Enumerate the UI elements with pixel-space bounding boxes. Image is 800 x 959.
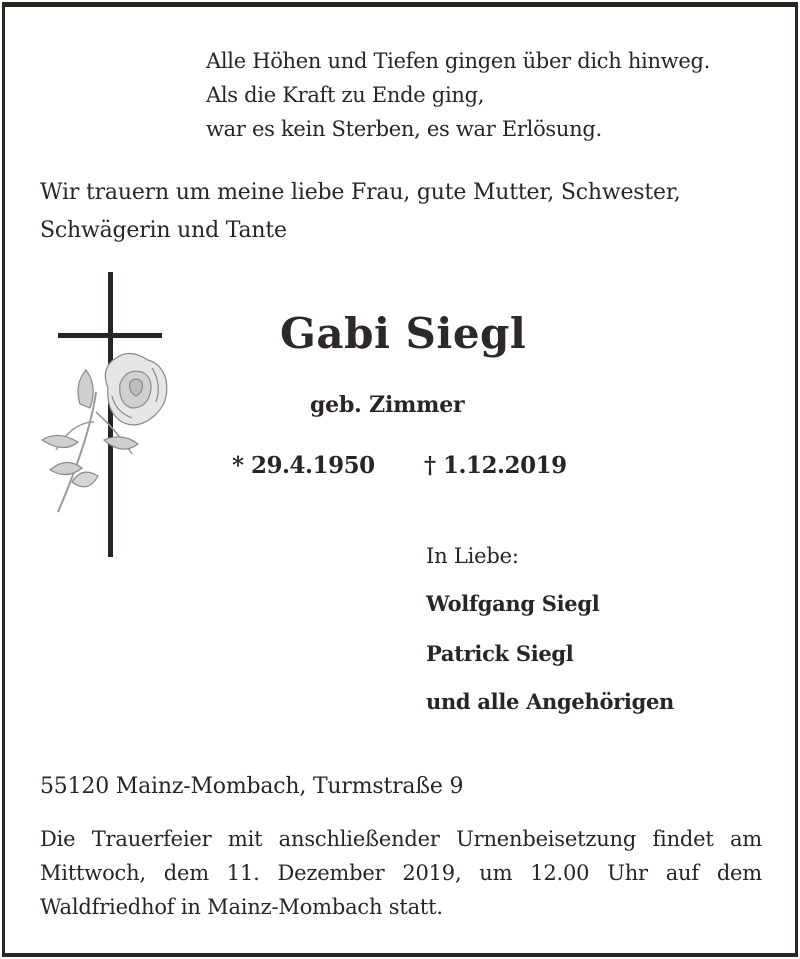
- birth-date: * 29.4.1950: [232, 452, 375, 479]
- maiden-name: geb. Zimmer: [310, 392, 465, 418]
- mourner-name: Wolfgang Siegl: [426, 591, 600, 616]
- service-line: Die Trauerfeier mit anschließender Urnenbeisetzung findet am: [40, 827, 762, 851]
- mourner-name: und alle Angehörigen: [426, 689, 674, 714]
- service-line: Mittwoch, dem 11. Dezember 2019, um 12.00 Uhr auf dem: [40, 861, 762, 885]
- intro-line: Wir trauern um meine liebe Frau, gute Mutter, Schwester,: [40, 180, 681, 205]
- poem-line: war es kein Sterben, es war Erlösung.: [206, 117, 602, 141]
- poem: [206, 44, 710, 146]
- mourner-name: Patrick Siegl: [426, 641, 574, 666]
- rose-icon: [42, 353, 167, 512]
- service-line: Waldfriedhof in Mainz-Mombach statt.: [40, 895, 443, 919]
- address: 55120 Mainz-Mombach, Turmstraße 9: [40, 774, 464, 799]
- poem-line: Alle Höhen und Tiefen gingen über dich hinweg.: [206, 49, 711, 73]
- poem-line: Als die Kraft zu Ende ging,: [206, 83, 485, 107]
- service-notice: [40, 822, 762, 924]
- cross-and-rose: [38, 272, 198, 562]
- intro-line: Schwägerin und Tante: [40, 218, 287, 243]
- intro-text: [40, 174, 681, 250]
- deceased-name: Gabi Siegl: [280, 309, 527, 358]
- mourners-heading: In Liebe:: [426, 544, 519, 568]
- death-date: † 1.12.2019: [424, 452, 567, 479]
